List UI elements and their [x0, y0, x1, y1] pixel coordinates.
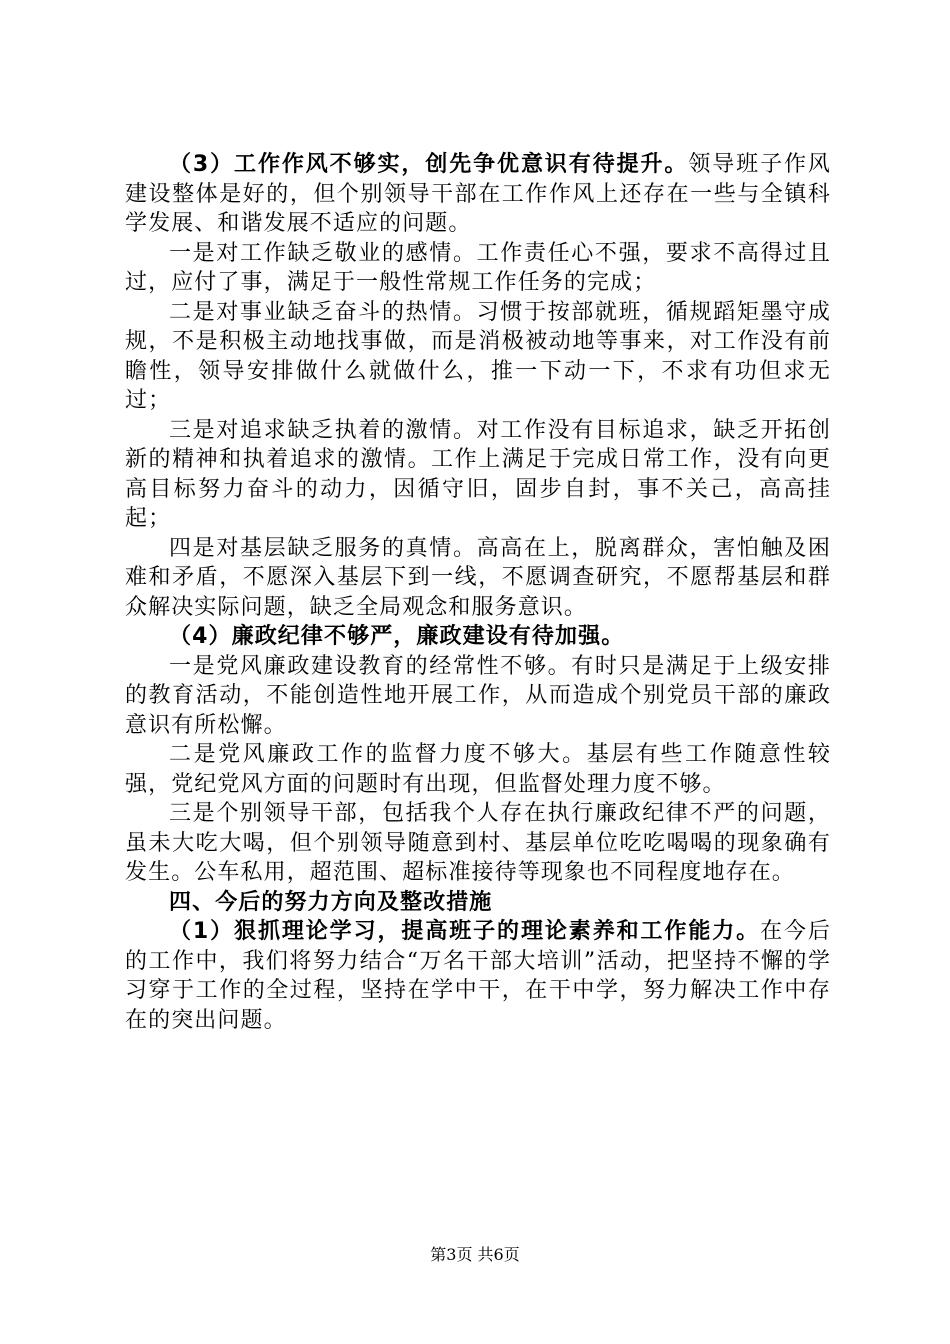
paragraph-item [125, 740, 831, 799]
paragraph-lead: （4）廉政纪律不够严，廉政建设有待加强。 [169, 624, 625, 649]
paragraph-integrity [125, 622, 831, 652]
paragraph-lead: （3）工作作风不够实，创先争优意识有待提升。 [169, 152, 689, 177]
paragraph-text: 一是党风廉政建设教育的经常性不够。有时只是满足于上级安排的教育活动，不能创造性地开展工作，从而造成个别党员干部的廉政意识有所松懈。 [125, 653, 831, 738]
paragraph-item [125, 416, 831, 534]
paragraph-item [125, 534, 831, 623]
section-heading: 四、今后的努力方向及整改措施 [169, 889, 493, 915]
paragraph-item [125, 298, 831, 416]
paragraph-item [125, 239, 831, 298]
paragraph-text: 一是对工作缺乏敬业的感情。工作责任心不强，要求不高得过且过，应付了事，满足于一般性常规工作任务的完成； [125, 240, 831, 295]
document-body [125, 150, 831, 1035]
paragraph-lead: （1）狠抓理论学习，提高班子的理论素养和工作能力。 [169, 919, 761, 944]
paragraph-text: 在今后的工作中，我们将努力结合“万名干部大培训”活动，把坚持不懈的学习穿于工作的全过程，坚持在学中干，在干中学，努力解决工作中存在的突出问题。 [125, 919, 831, 1033]
page-number-footer: 第3页 共6页 [430, 1245, 520, 1264]
paragraph-item [125, 799, 831, 888]
paragraph-text: 二是对事业缺乏奋斗的热情。习惯于按部就班，循规蹈矩墨守成规，不是积极主动地找事做，而是消极被动地等事来，对工作没有前瞻性，领导安排做什么就做什么，推一下动一下，不求有功但求无过； [125, 299, 831, 413]
paragraph-text: 四是对基层缺乏服务的真情。高高在上，脱离群众，害怕触及困难和矛盾，不愿深入基层下到一线，不愿调查研究，不愿帮基层和群众解决实际问题，缺乏全局观念和服务意识。 [125, 535, 831, 620]
paragraph-text: 二是党风廉政工作的监督力度不够大。基层有些工作随意性较强，党纪党风方面的问题时有出现，但监督处理力度不够。 [125, 742, 831, 797]
paragraph-theory-study [125, 917, 831, 1035]
paragraph-text: 领导班子作风建设整体是好的，但个别领导干部在工作作风上还存在一些与全镇科学发展、和谐发展不适应的问题。 [125, 152, 831, 236]
paragraph-text: 三是个别领导干部，包括我个人存在执行廉政纪律不严的问题，虽未大吃大喝，但个别领导随意到村、基层单位吃吃喝喝的现象确有发生。公车私用，超范围、超标准接待等现象也不同程度地存在。 [125, 801, 831, 885]
paragraph-work-style [125, 150, 831, 239]
paragraph-text: 三是对追求缺乏执着的激情。对工作没有目标追求，缺乏开拓创新的精神和执着追求的激情。工作上满足于完成日常工作，没有向更高目标努力奋斗的动力，因循守旧，固步自封，事不关己，高高挂起； [125, 417, 831, 531]
paragraph-item [125, 652, 831, 741]
